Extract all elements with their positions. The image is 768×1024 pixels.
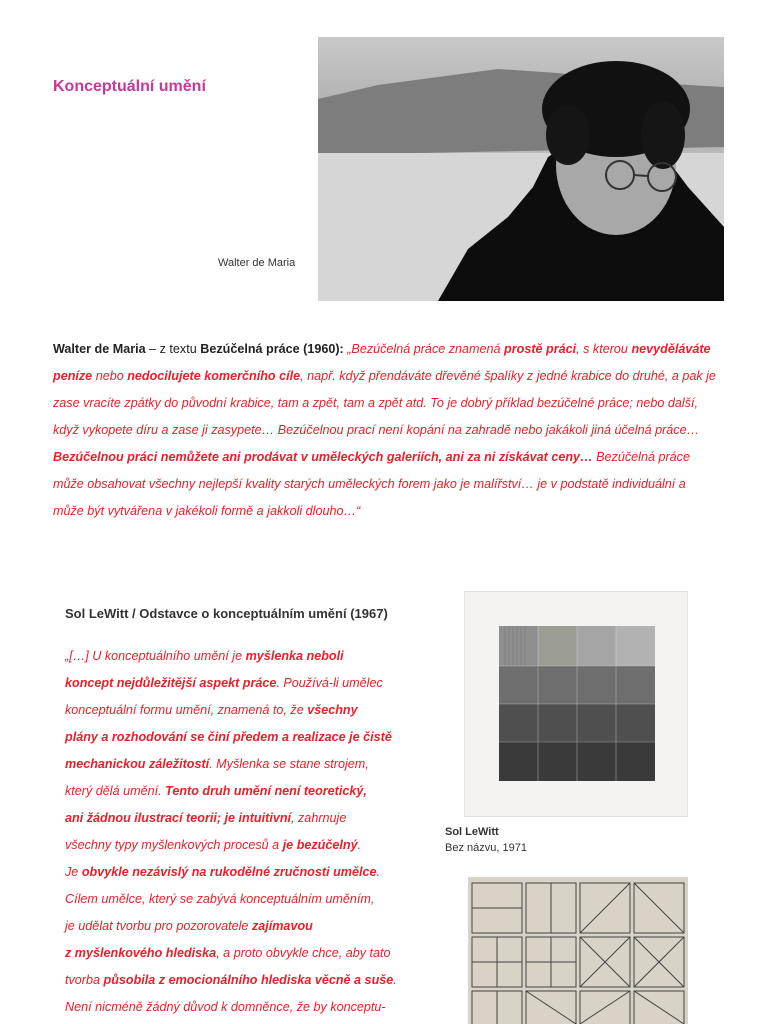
quote-segment: Je	[65, 865, 82, 879]
quote-line	[65, 697, 420, 724]
artwork-artist: Sol LeWitt	[445, 826, 499, 838]
quote-segment: „[…] U konceptuálního umění je	[65, 649, 246, 663]
quote-segment: myšlenka neboli	[245, 649, 344, 663]
quote-segment: konceptuální formu umění, znamená to, že	[65, 703, 308, 717]
quote-line	[65, 967, 420, 994]
quote-segment: prostě práci	[504, 342, 577, 356]
quote-segment: .	[376, 865, 380, 879]
quote-line	[65, 994, 420, 1021]
quote-segment: „Bezúčelná práce znamená	[343, 342, 505, 356]
walter-de-maria-photo	[318, 37, 724, 301]
quote-segment: Tento druh umění není teoretický,	[165, 784, 367, 798]
quote-segment: mechanickou záležitostí	[65, 757, 210, 771]
quote-segment: plány a rozhodování se činí předem a realizace je čistě	[65, 730, 392, 744]
quote-segment: obvykle nezávislý na rukodělné zručnosti umělce	[81, 865, 377, 879]
page-title: Konceptuální umění	[53, 78, 206, 95]
quote-segment: koncept nejdůležitější aspekt práce	[65, 676, 277, 690]
quote-segment: zajímavou	[251, 919, 313, 933]
artwork-caption	[445, 824, 527, 856]
quote-segment: tvorba	[65, 973, 104, 987]
quote-segment: Bezúčelná práce může obsahovat všechny nejlepší kvality starých uměleckých forem jako je malířství… je v podstatě individuální a může být vytvářena v jakékoli formě a jakkoli dlouho…“	[53, 450, 690, 518]
quote-line	[65, 751, 420, 778]
quote-segment: ani žádnou ilustrací teorii; je intuitivní	[65, 811, 292, 825]
quote-segment: je udělat tvorbu pro pozorovatele	[65, 919, 252, 933]
quote-line	[65, 724, 420, 751]
quote-line	[65, 805, 420, 832]
quote-segment: Cílem umělce, který se zabývá konceptuálním uměním,	[65, 892, 375, 906]
quote-segment: Walter de Maria	[53, 342, 146, 356]
quote-segment: je bezúčelný	[282, 838, 358, 852]
quote-segment: Není nicméně žádný důvod k domněnce, že by konceptu-	[65, 1000, 386, 1014]
quote-segment: Bezúčelnou práci nemůžete ani prodávat v uměleckých galeriích, ani za ni získávat ceny…	[53, 450, 593, 464]
sol-lewitt-quote	[65, 643, 420, 1021]
quote-segment: nevyděláváte peníze	[53, 342, 711, 383]
quote-line	[65, 940, 420, 967]
quote-segment: . Myšlenka se stane strojem,	[209, 757, 369, 771]
quote-line	[65, 832, 420, 859]
sol-lewitt-artwork-1	[464, 591, 688, 817]
walter-de-maria-quote	[53, 336, 718, 525]
sol-lewitt-section-title: Sol LeWitt / Odstavce o konceptuálním umění (1967)	[65, 606, 388, 621]
quote-line	[65, 886, 420, 913]
quote-line	[65, 778, 420, 805]
quote-segment: nebo	[92, 369, 128, 383]
quote-segment: všechny typy myšlenkových procesů a	[65, 838, 283, 852]
quote-segment: Bezúčelná práce (1960):	[200, 342, 344, 356]
photo-caption: Walter de Maria	[218, 257, 296, 269]
quote-line	[65, 859, 420, 886]
quote-segment: všechny	[307, 703, 358, 717]
quote-segment: . Používá-li umělec	[276, 676, 383, 690]
quote-segment: .	[393, 973, 397, 987]
quote-segment: .	[357, 838, 362, 852]
quote-segment: působila z emocionálního hlediska věcně a suše	[103, 973, 394, 987]
quote-line	[65, 670, 420, 697]
quote-segment: , s kterou	[576, 342, 632, 356]
quote-segment: – z textu	[145, 342, 201, 356]
quote-segment: který dělá umění.	[65, 784, 166, 798]
quote-segment: , např. když přendáváte dřevěné špalíky z jedné krabice do druhé, a pak je zase vracíte zpátky do původní krabice, tam a zpět, tam a zpět atd. To je dobrý příklad bezúčelné práce; nebo další, když vykopete díru a zase ji zasypete… Bezúčelnou prací není kopání na zahradě nebo jakákoli jiná účelná práce…	[53, 369, 716, 437]
quote-line	[65, 643, 420, 670]
quote-segment: , a proto obvykle chce, aby tato	[216, 946, 391, 960]
quote-segment: z myšlenkového hlediska	[65, 946, 217, 960]
artwork-title: Bez názvu, 1971	[445, 842, 527, 854]
quote-segment: , zahrnuje	[291, 811, 347, 825]
quote-segment: nedocilujete komerčního cíle	[127, 369, 301, 383]
sol-lewitt-artwork-2	[468, 877, 688, 1024]
quote-line	[65, 913, 420, 940]
